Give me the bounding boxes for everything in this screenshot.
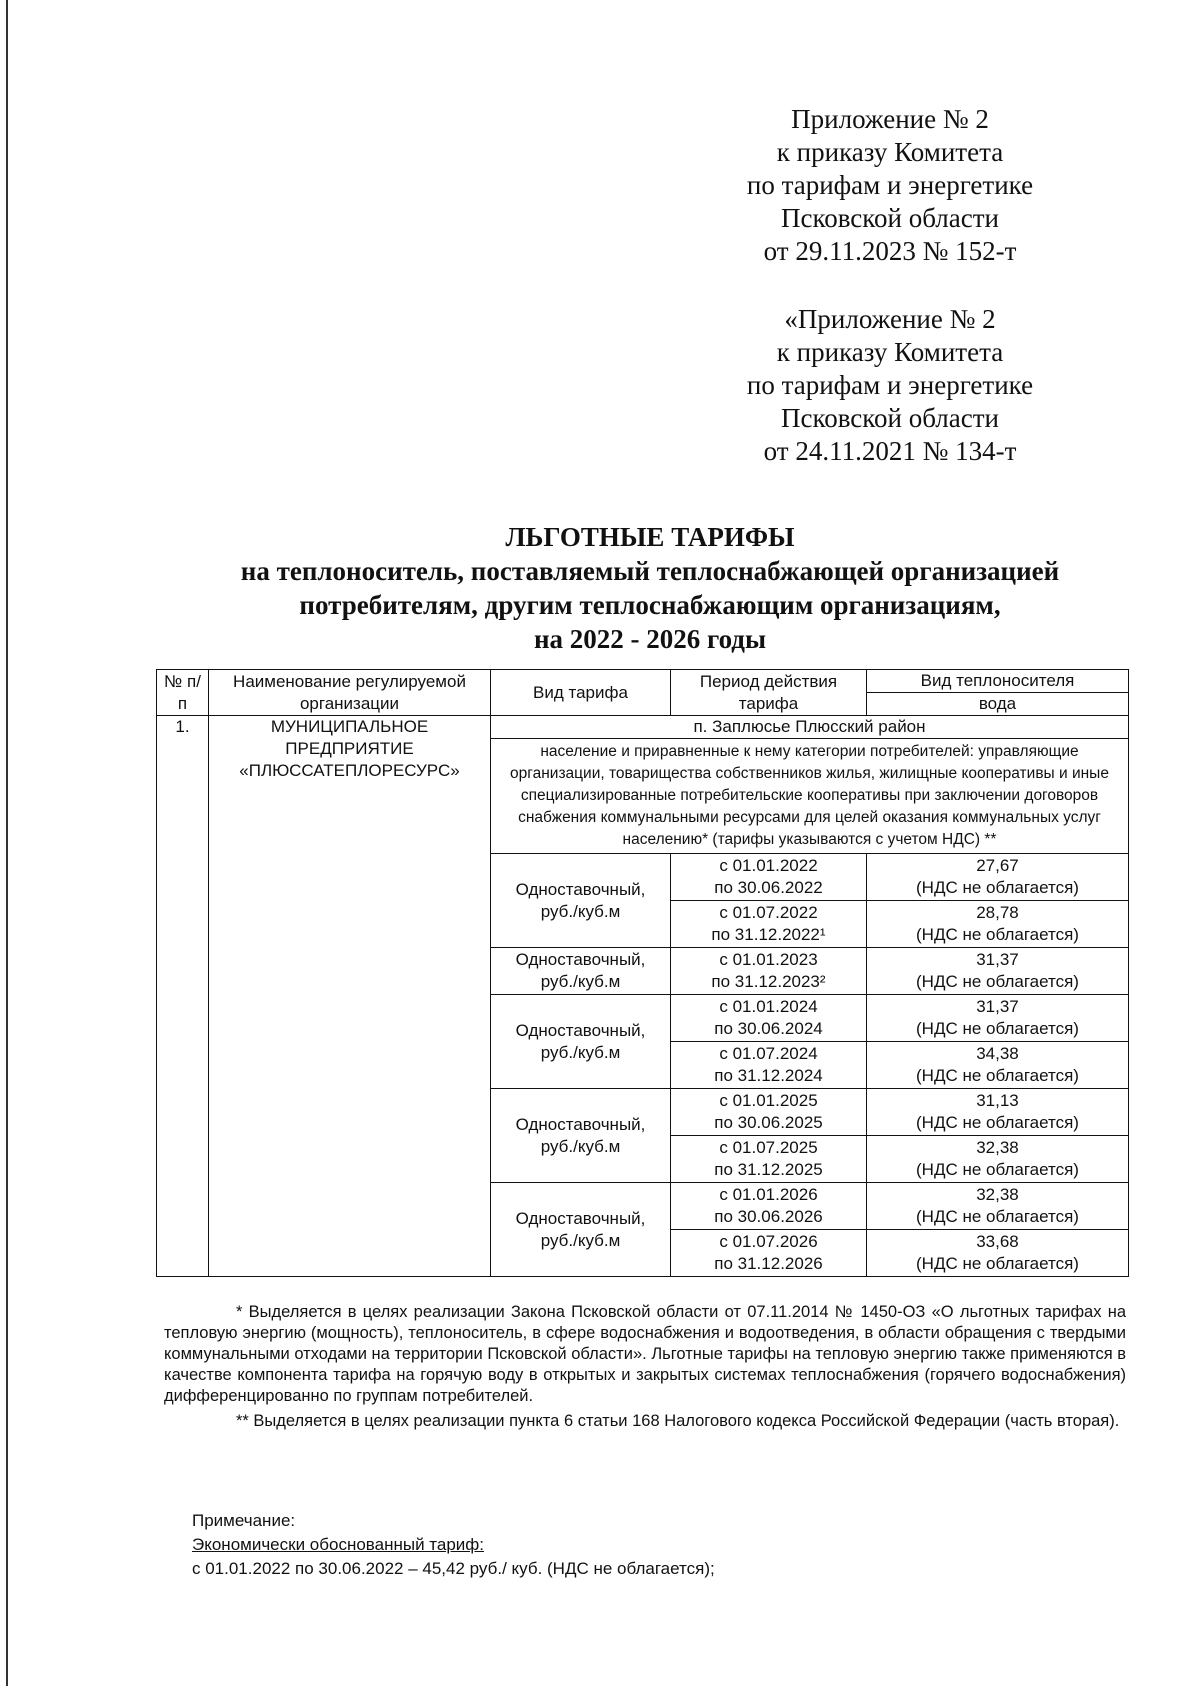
- tariff-value-cell: [867, 854, 1129, 901]
- period-to: по 30.06.2022: [714, 878, 823, 897]
- tariff-value-cell: [867, 1089, 1129, 1136]
- appendix-line: Псковской области: [780, 403, 999, 433]
- appendix-line: по тарифам и энергетике: [746, 370, 1034, 400]
- header-carrier-value: вода: [867, 693, 1129, 716]
- title-line: на 2022 - 2026 годы: [533, 624, 767, 654]
- period-cell: [671, 1089, 867, 1136]
- vat-note: (НДС не облагается): [916, 1207, 1079, 1226]
- tariff-value-cell: [867, 1183, 1129, 1230]
- header-kind: Вид тарифа: [491, 670, 671, 716]
- appendix-line: «Приложение № 2: [784, 304, 996, 334]
- period-to: по 31.12.2026: [714, 1254, 823, 1273]
- period-from: с 01.07.2025: [719, 1138, 818, 1157]
- tariff-value: 31,37: [976, 950, 1019, 969]
- vat-note: (НДС не облагается): [916, 972, 1079, 991]
- header-carrier: Вид теплоносителя: [867, 670, 1129, 693]
- period-to: по 30.06.2025: [714, 1113, 823, 1132]
- tariff-table: [156, 669, 1129, 1277]
- period-cell: [671, 1230, 867, 1277]
- period-from: с 01.01.2025: [719, 1091, 818, 1110]
- period-from: с 01.01.2023: [719, 950, 818, 969]
- vat-note: (НДС не облагается): [916, 1066, 1079, 1085]
- tariff-value-cell: [867, 948, 1129, 995]
- header-num: № п/п: [157, 670, 209, 716]
- tariff-value: 32,38: [976, 1138, 1019, 1157]
- period-to: по 30.06.2026: [714, 1207, 823, 1226]
- document-title: [160, 520, 1140, 656]
- row-number: 1.: [157, 716, 209, 1277]
- header-period: Период действия тарифа: [671, 670, 867, 716]
- appendix-line: к приказу Комитета: [776, 137, 1004, 167]
- note-block: [192, 1509, 1092, 1581]
- vat-note: (НДС не облагается): [916, 1019, 1079, 1038]
- period-cell: [671, 854, 867, 901]
- period-from: с 01.07.2022: [719, 903, 818, 922]
- vat-note: (НДС не облагается): [916, 1160, 1079, 1179]
- period-cell: [671, 995, 867, 1042]
- note-line: с 01.01.2022 по 30.06.2022 – 45,42 руб./ куб. (НДС не облагается);: [192, 1559, 715, 1578]
- period-cell: [671, 1042, 867, 1089]
- consumer-category-note: население и приравненные к нему категории потребителей: управляющие организации, товарищества собственников жилья, жилищные кооперативы и иные специализированные потребительские кооперативы при заключении договоров снабжения коммунальными ресурсами для целей оказания коммунальных услуг населению* (тарифы указываются с учетом НДС) **: [491, 739, 1129, 854]
- tariff-value: 31,13: [976, 1091, 1019, 1110]
- period-from: с 01.01.2024: [719, 997, 818, 1016]
- title-line: потребителям, другим теплоснабжающим организациям,: [299, 590, 1001, 620]
- period-cell: [671, 948, 867, 995]
- tariff-value: 32,38: [976, 1185, 1019, 1204]
- period-cell: [671, 1183, 867, 1230]
- page-edge-line: [6, 0, 8, 1686]
- tariff-value: 33,68: [976, 1232, 1019, 1251]
- title-line: на теплоноситель, поставляемый теплоснабжающей организацией: [240, 556, 1060, 586]
- tariff-kind: Одноставочный, руб./куб.м: [491, 854, 671, 948]
- location-row: п. Заплюсье Плюсский район: [491, 716, 1129, 739]
- tariff-value: 27,67: [976, 856, 1019, 875]
- footnote-2: ** Выделяется в целях реализации пункта 6 статьи 168 Налогового кодекса Российской Федерации (часть вторая).: [236, 1412, 1120, 1430]
- tariff-value: 28,78: [976, 903, 1019, 922]
- period-from: с 01.07.2024: [719, 1044, 818, 1063]
- period-to: по 30.06.2024: [714, 1019, 823, 1038]
- appendix-line: Псковской области: [780, 203, 999, 233]
- period-to: по 31.12.2025: [714, 1160, 823, 1179]
- appendix-line: Приложение № 2: [791, 104, 989, 134]
- tariff-value: 34,38: [976, 1044, 1019, 1063]
- period-to: по 31.12.2022¹: [711, 925, 826, 944]
- appendix-previous-header: [720, 303, 1060, 468]
- note-heading: Примечание:: [192, 1511, 296, 1530]
- appendix-line: от 29.11.2023 № 152-т: [763, 236, 1017, 266]
- tariff-kind: Одноставочный, руб./куб.м: [491, 1183, 671, 1277]
- period-from: с 01.01.2022: [719, 856, 818, 875]
- tariff-value-cell: [867, 1042, 1129, 1089]
- footnotes: [164, 1302, 1126, 1436]
- appendix-line: от 24.11.2021 № 134-т: [763, 436, 1017, 466]
- period-to: по 31.12.2024: [714, 1066, 823, 1085]
- tariff-value-cell: [867, 1136, 1129, 1183]
- tariff-kind: Одноставочный, руб./куб.м: [491, 1089, 671, 1183]
- vat-note: (НДС не облагается): [916, 878, 1079, 897]
- period-cell: [671, 1136, 867, 1183]
- tariff-kind: Одноставочный, руб./куб.м: [491, 995, 671, 1089]
- tariff-kind: Одноставочный, руб./куб.м: [491, 948, 671, 995]
- note-subheading: Экономически обоснованный тариф:: [192, 1535, 485, 1554]
- period-to: по 31.12.2023²: [711, 972, 826, 991]
- title-line: ЛЬГОТНЫЕ ТАРИФЫ: [505, 522, 795, 552]
- period-from: с 01.01.2026: [719, 1185, 818, 1204]
- header-org: Наименование регулируемой организации: [209, 670, 491, 716]
- period-cell: [671, 901, 867, 948]
- tariff-value: 31,37: [976, 997, 1019, 1016]
- vat-note: (НДС не облагается): [916, 925, 1079, 944]
- footnote-1: * Выделяется в целях реализации Закона Псковской области от 07.11.2014 № 1450-ОЗ «О льготных тарифах на тепловую энергию (мощность), теплоноситель, в сфере водоснабжения и водоотведения, в области обращения с твердыми коммунальными отходами на территории Псковской области». Льготные тарифы на тепловую энергию также применяются в качестве компонента тарифа на горячую воду в открытых и закрытых системах теплоснабжения (горячего водоснабжения) дифференцированно по группам потребителей.: [164, 1303, 1126, 1405]
- period-from: с 01.07.2026: [719, 1232, 818, 1251]
- appendix-line: к приказу Комитета: [776, 337, 1004, 367]
- tariff-value-cell: [867, 901, 1129, 948]
- organization-name: МУНИЦИПАЛЬНОЕ ПРЕДПРИЯТИЕ «ПЛЮССАТЕПЛОРЕСУРС»: [209, 716, 491, 1277]
- appendix-current-header: [720, 103, 1060, 268]
- tariff-value-cell: [867, 1230, 1129, 1277]
- vat-note: (НДС не облагается): [916, 1254, 1079, 1273]
- tariff-value-cell: [867, 995, 1129, 1042]
- vat-note: (НДС не облагается): [916, 1113, 1079, 1132]
- appendix-line: по тарифам и энергетике: [746, 170, 1034, 200]
